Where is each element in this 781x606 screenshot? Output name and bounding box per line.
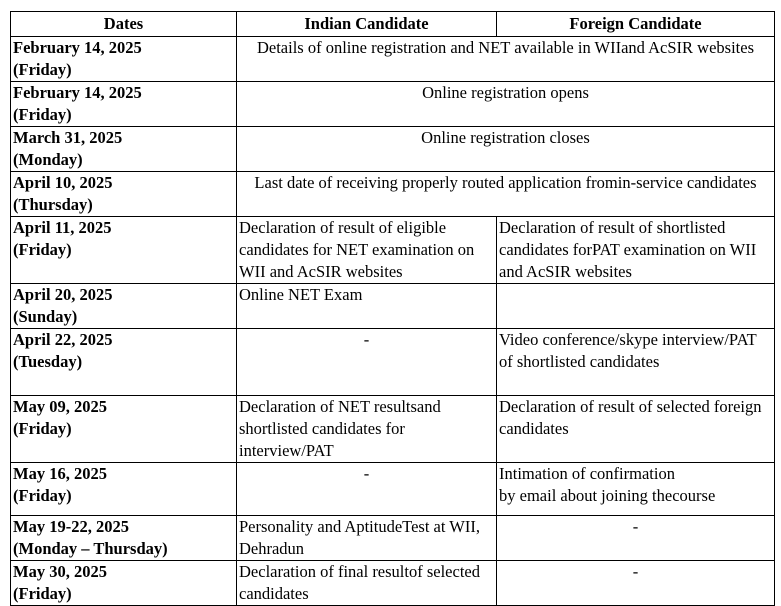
combined-cell: Online registration closes <box>237 127 775 172</box>
foreign-cell: Intimation of confirmation by email about joining thecourse <box>497 463 775 516</box>
date-cell: April 10, 2025 (Thursday) <box>11 172 237 217</box>
date-cell: May 09, 2025 (Friday) <box>11 396 237 463</box>
table-row <box>11 396 775 463</box>
date-cell: February 14, 2025 (Friday) <box>11 82 237 127</box>
indian-cell: Personality and AptitudeTest at WII, Dehradun <box>237 516 497 561</box>
foreign-cell: - <box>497 561 775 606</box>
date-cell: April 11, 2025 (Friday) <box>11 217 237 284</box>
foreign-cell <box>497 284 775 329</box>
date-cell: April 22, 2025 (Tuesday) <box>11 329 237 396</box>
date-cell: February 14, 2025 (Friday) <box>11 37 237 82</box>
table-row <box>11 82 775 127</box>
date-cell: March 31, 2025 (Monday) <box>11 127 237 172</box>
indian-cell: - <box>237 463 497 516</box>
table-row <box>11 127 775 172</box>
combined-cell: Details of online registration and NET available in WIIand AcSIR websites <box>237 37 775 82</box>
table-row <box>11 217 775 284</box>
indian-cell: - <box>237 329 497 396</box>
date-cell: May 19-22, 2025 (Monday – Thursday) <box>11 516 237 561</box>
table-row <box>11 516 775 561</box>
indian-cell: Declaration of result of eligible candidates for NET examination on WII and AcSIR websites <box>237 217 497 284</box>
date-cell: May 30, 2025 (Friday) <box>11 561 237 606</box>
indian-cell: Online NET Exam <box>237 284 497 329</box>
foreign-cell: - <box>497 516 775 561</box>
header-foreign-candidate: Foreign Candidate <box>497 12 775 37</box>
table-row <box>11 329 775 396</box>
table-row <box>11 561 775 606</box>
date-cell: April 20, 2025 (Sunday) <box>11 284 237 329</box>
table-row <box>11 37 775 82</box>
combined-cell: Online registration opens <box>237 82 775 127</box>
table-row <box>11 463 775 516</box>
header-indian-candidate: Indian Candidate <box>237 12 497 37</box>
schedule-table <box>10 11 775 606</box>
table-row <box>11 172 775 217</box>
date-cell: May 16, 2025 (Friday) <box>11 463 237 516</box>
foreign-cell: Declaration of result of shortlisted candidates forPAT examination on WII and AcSIR websites <box>497 217 775 284</box>
foreign-cell: Video conference/skype interview/PAT of shortlisted candidates <box>497 329 775 396</box>
foreign-cell: Declaration of result of selected foreign candidates <box>497 396 775 463</box>
header-dates: Dates <box>11 12 237 37</box>
indian-cell: Declaration of NET resultsand shortlisted candidates for interview/PAT <box>237 396 497 463</box>
indian-cell: Declaration of final resultof selected candidates <box>237 561 497 606</box>
combined-cell: Last date of receiving properly routed application fromin-service candidates <box>237 172 775 217</box>
table-row <box>11 284 775 329</box>
header-row <box>11 12 775 37</box>
